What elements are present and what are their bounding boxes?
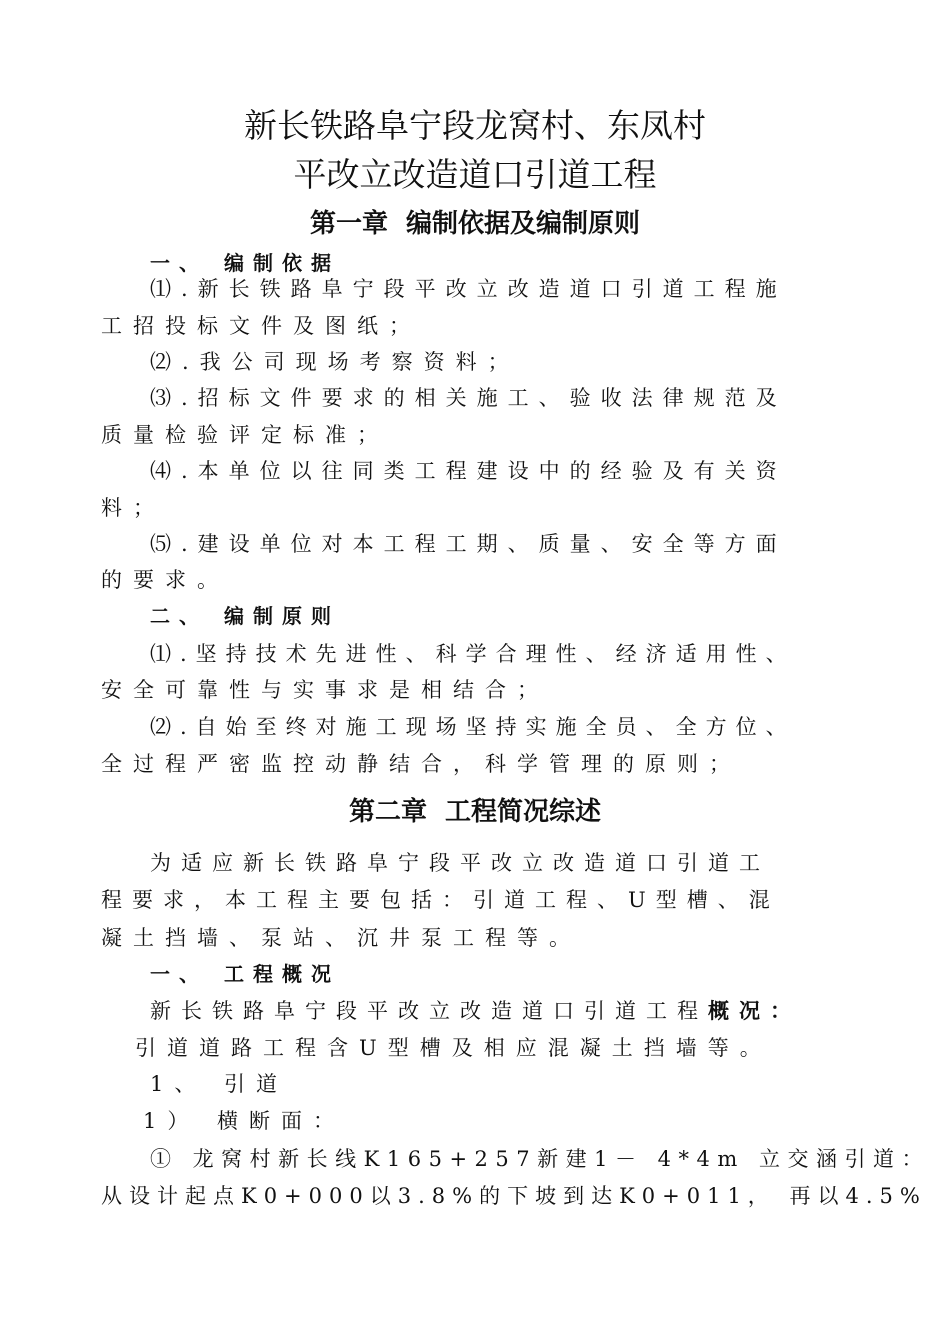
project-overview-line-1 — [150, 997, 801, 1025]
chapter-1-heading: 第一章 编制依据及编制原则 — [309, 209, 641, 239]
basis-item-5-line-1: ⑸.建设单位对本工程工期、质量、安全等方面 — [150, 532, 787, 556]
chapter-2-heading: 第二章 工程简况综述 — [348, 797, 602, 827]
principle-2-line-2: 全过程严密监控动静结合，科学管理的原则； — [101, 752, 741, 776]
basis-item-3-line-1: ⑶.招标文件要求的相关施工、验收法律规范及 — [150, 386, 787, 410]
project-overview-line-2: 引道道路工程含U型槽及相应混凝土挡墙等。 — [135, 1036, 772, 1060]
basis-item-1-line-2: 工招投标文件及图纸； — [101, 314, 421, 338]
basis-item-4-line-1: ⑷.本单位以往同类工程建设中的经验及有关资 — [150, 459, 787, 483]
section-heading-project-overview: 一、 工程概况 — [150, 962, 340, 986]
document-title-line-1: 新长铁路阜宁段龙窝村、东凤村 — [244, 106, 706, 145]
section-heading-principles: 二、 编制原则 — [150, 604, 340, 628]
basis-item-4-line-2: 料； — [101, 496, 165, 520]
overview-intro-line-1: 为适应新长铁路阜宁段平改立改造道口引道工 — [150, 851, 770, 875]
principle-2-line-1: ⑵.自始至终对施工现场坚持实施全员、全方位、 — [150, 715, 796, 739]
cross-section-paragraph-line-1: ① 龙窝村新长线K165+257新建1－ 4*4m 立交涵引道： — [150, 1147, 930, 1171]
section-heading-basis: 一、 编制依据 — [150, 251, 340, 275]
subsection-cross-section: 1） 横断面： — [143, 1109, 346, 1133]
project-overview-line-1-text: 新长铁路阜宁段平改立改造道口引道工程 — [150, 999, 708, 1023]
basis-item-2: ⑵.我公司现场考察资料； — [150, 350, 520, 374]
document-title-line-2: 平改立改造道口引道工程 — [293, 155, 657, 194]
overview-intro-line-3: 凝土挡墙、泵站、沉井泵工程等。 — [101, 926, 581, 950]
principle-1-line-2: 安全可靠性与实事求是相结合； — [101, 678, 549, 702]
basis-item-3-line-2: 质量检验评定标准； — [101, 423, 389, 447]
overview-intro-line-2: 程要求，本工程主要包括：引道工程、U型槽、混 — [101, 888, 780, 912]
subsection-approach-road: 1、 引道 — [150, 1072, 289, 1096]
basis-item-5-line-2: 的要求。 — [101, 568, 229, 592]
principle-1-line-1: ⑴.坚持技术先进性、科学合理性、经济适用性、 — [150, 642, 796, 666]
project-overview-bold-label: 概况： — [708, 999, 801, 1023]
basis-item-1-line-1: ⑴.新长铁路阜宁段平改立改造道口引道工程施 — [150, 277, 787, 301]
cross-section-paragraph-line-2: 从设计起点K0+000以3.8%的下坡到达K0+011， 再以4.5% — [101, 1184, 927, 1208]
